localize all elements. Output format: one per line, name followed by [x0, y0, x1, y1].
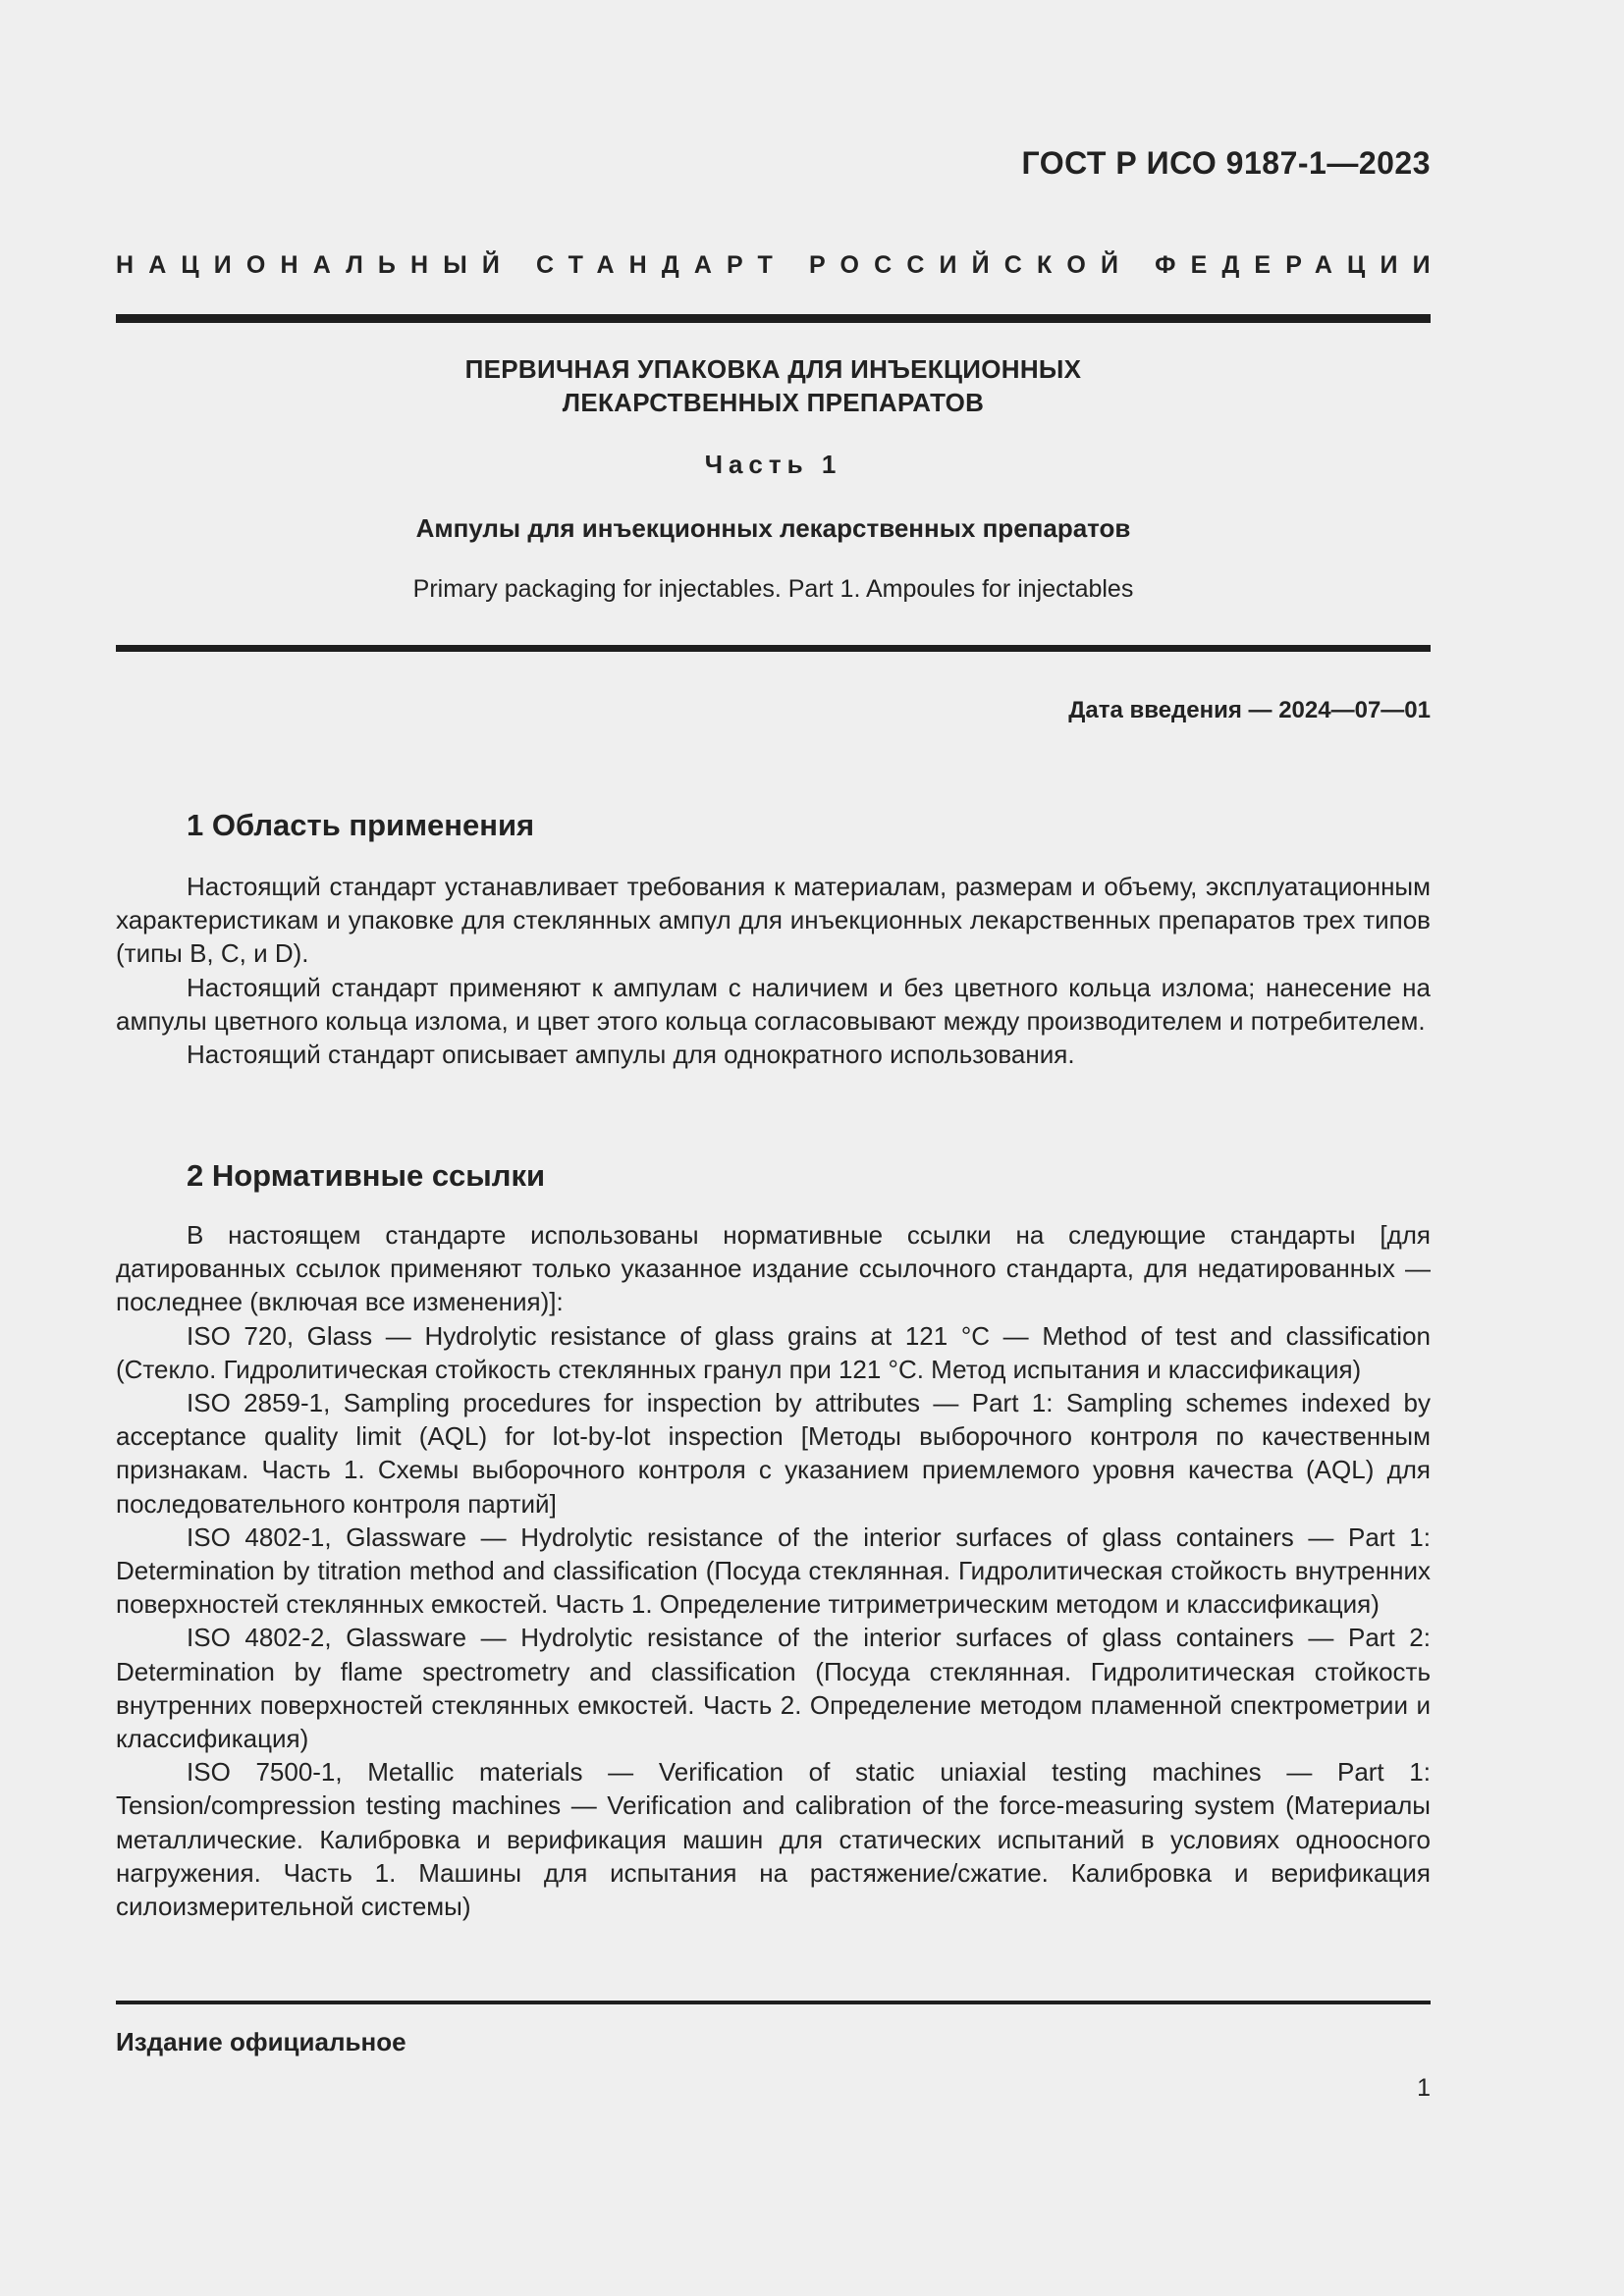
official-edition-label: Издание официальное — [116, 2027, 406, 2056]
title-line-1: ПЕРВИЧНАЯ УПАКОВКА ДЛЯ ИНЪЕКЦИОННЫХ — [464, 354, 1082, 384]
part-label: Часть 1 — [704, 450, 842, 479]
national-standard-banner: НАЦИОНАЛЬНЫЙ СТАНДАРТ РОССИЙСКОЙ ФЕДЕРАЦИИ — [116, 251, 1445, 279]
top-divider — [116, 314, 1431, 323]
title-divider — [116, 645, 1431, 652]
introduction-date: Дата введения — 2024—07—01 — [1068, 697, 1431, 723]
section-body — [116, 1218, 1431, 1923]
paragraph: В настоящем стандарте использованы нормативные ссылки на следующие стандарты [для датированных ссылок применяют только указанное издание ссылочного стандарта, для недатированных — последнее (включая все изменения)]: — [116, 1220, 1431, 1317]
footer-divider — [116, 2001, 1431, 2004]
paragraph: Настоящий стандарт устанавливает требования к материалам, размерам и объему, эксплуатационным характеристикам и упаковке для стеклянных ампул для инъекционных лекарственных препаратов трех типов (типы B, C, и D). — [116, 872, 1431, 969]
reference-item: ISO 4802-1, Glassware — Hydrolytic resistance of the interior surfaces of glass containers — Part 1: Determination by titration method and classification (Посуда стеклянная. Гидролитическая стойкость внутренних поверхностей стеклянных емкостей. Часть 1. Определение титриметрическим методом и классификация) — [116, 1522, 1431, 1620]
reference-item: ISO 720, Glass — Hydrolytic resistance of glass grains at 121 °C — Method of test and classification (Стекло. Гидролитическая стойкость стеклянных гранул при 121 °С. Метод испытания и классификация) — [116, 1320, 1431, 1384]
reference-item: ISO 4802-2, Glassware — Hydrolytic resistance of the interior surfaces of glass containers — Part 2: Determination by flame spectrometry and classification (Посуда стеклянная. Гидролитическая стойкость внутренних поверхностей стеклянных емкостей. Часть 2. Определение методом пламенной спектрометрии и классификация) — [116, 1623, 1431, 1754]
title-line-2: ЛЕКАРСТВЕННЫХ ПРЕПАРАТОВ — [562, 388, 985, 417]
document-subtitle: Ампулы для инъекционных лекарственных препаратов — [415, 513, 1131, 543]
paragraph: Настоящий стандарт применяют к ампулам с наличием и без цветного кольца излома; нанесение на ампулы цветного кольца излома, и цвет этого кольца согласовывают между производителем и потребителем. — [116, 972, 1431, 1036]
paragraph: Настоящий стандарт описывает ампулы для однократного использования. — [187, 1040, 1075, 1070]
section-heading: 2 Нормативные ссылки — [187, 1158, 546, 1193]
page-number: 1 — [1417, 2074, 1431, 2102]
section-body — [116, 870, 1431, 1071]
document-title — [116, 352, 1431, 419]
document-number: ГОСТ Р ИСО 9187-1—2023 — [1021, 145, 1431, 181]
english-title: Primary packaging for injectables. Part 1. Ampoules for injectables — [412, 575, 1134, 603]
section-heading: 1 Область применения — [187, 808, 535, 842]
reference-item: ISO 2859-1, Sampling procedures for inspection by attributes — Part 1: Sampling schemes indexed by acceptance quality limit (AQL) for lot-by-lot inspection [Методы выборочного контроля по качественным признакам. Часть 1. Схемы выборочного контроля с указанием приемлемого уровня качества (AQL) для последовательного контроля партий] — [116, 1388, 1431, 1519]
reference-item: ISO 7500-1, Metallic materials — Verification of static uniaxial testing machines — Part 1: Tension/compression testing machines — Verification and calibration of the force-measuring system (Материалы металлические. Калибровка и верификация машин для статических испытаний в условиях одноосного нагружения. Часть 1. Машины для испытания на растяжение/сжатие. Калибровка и верификация силоизмерительной системы) — [116, 1757, 1431, 1922]
